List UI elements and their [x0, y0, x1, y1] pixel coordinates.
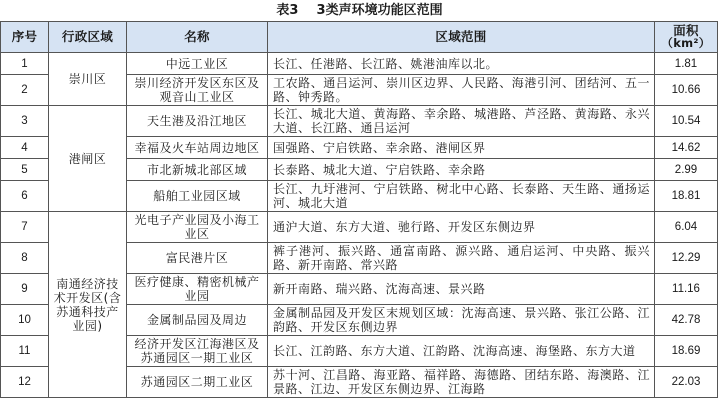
table-title: 表3 3类声环境功能区范围 [276, 3, 443, 18]
zone-area: 10.54 [655, 106, 717, 136]
zone-boundary: 长江、任港路、长江路、姚港油库以北。 [268, 53, 654, 74]
zone-area: 2.99 [655, 159, 717, 180]
zone-name: 船舶工业园区域 [127, 181, 267, 211]
row-number: 10 [1, 305, 48, 335]
district-cell: 南通经济技术开发区(含苏通科技产业园) [49, 212, 126, 397]
header-name: 名称 [127, 22, 267, 52]
zone-name: 市北新城北部区域 [127, 159, 267, 180]
zone-boundary: 长江、九圩港河、宁启铁路、树北中心路、长泰路、天生路、通扬运河、城北大道 [268, 181, 654, 211]
row-number: 11 [1, 336, 48, 366]
zone-name: 崇川经济开发区东区及观音山工业区 [127, 75, 267, 105]
zone-boundary: 金属制品园及开发区末规划区域：沈海高速、景兴路、张江公路、江韵路、开发区东侧边界 [268, 305, 654, 335]
row-number: 12 [1, 367, 48, 397]
row-number: 1 [1, 53, 48, 74]
zone-name: 金属制品园及周边 [127, 305, 267, 335]
zone-area: 10.66 [655, 75, 717, 105]
header-boundary: 区域范围 [268, 22, 654, 52]
zone-area: 12.29 [655, 243, 717, 273]
row-number: 5 [1, 159, 48, 180]
zone-name: 中远工业区 [127, 53, 267, 74]
zone-name: 医疗健康、精密机械产业园 [127, 274, 267, 304]
zone-boundary: 长泰路、城北大道、宁启铁路、幸余路 [268, 159, 654, 180]
row-number: 3 [1, 106, 48, 136]
header-no: 序号 [1, 22, 48, 52]
zone-area: 11.16 [655, 274, 717, 304]
zone-boundary: 国强路、宁启铁路、幸余路、港闸区界 [268, 137, 654, 158]
zone-name: 光电子产业园及小海工业区 [127, 212, 267, 242]
zone-boundary: 通沪大道、东方大道、驰行路、开发区东侧边界 [268, 212, 654, 242]
zone-area: 6.04 [655, 212, 717, 242]
district-cell: 港闸区 [49, 106, 126, 211]
zone-area: 18.81 [655, 181, 717, 211]
row-number: 4 [1, 137, 48, 158]
row-number: 9 [1, 274, 48, 304]
zone-name: 苏通园区二期工业区 [127, 367, 267, 397]
zone-name: 幸福及火车站周边地区 [127, 137, 267, 158]
zone-area: 14.62 [655, 137, 717, 158]
district-cell: 崇川区 [49, 53, 126, 105]
zone-boundary: 新开南路、瑞兴路、沈海高速、景兴路 [268, 274, 654, 304]
header-area-unit: （km²） [661, 36, 711, 50]
zone-boundary: 苏十河、江昌路、海亚路、福祥路、海德路、团结东路、海澳路、江景路、江边、开发区东侧边界、江海路 [268, 367, 654, 397]
zone-boundary: 裤子港河、振兴路、通富南路、源兴路、通启运河、中央路、振兴路、新开南路、常兴路 [268, 243, 654, 273]
zone-area: 42.78 [655, 305, 717, 335]
row-number: 6 [1, 181, 48, 211]
row-number: 7 [1, 212, 48, 242]
zone-boundary: 长江、城北大道、黄海路、幸余路、城港路、芦泾路、黄海路、永兴大道、长江路、通吕运河 [268, 106, 654, 136]
zone-area: 18.69 [655, 336, 717, 366]
zone-boundary: 工农路、通吕运河、崇川区边界、人民路、海港引河、团结河、五一路、钟秀路。 [268, 75, 654, 105]
header-area-label: 面积 [673, 23, 699, 38]
row-number: 8 [1, 243, 48, 273]
row-number: 2 [1, 75, 48, 105]
zone-name: 经济开发区江海港区及苏通园区一期工业区 [127, 336, 267, 366]
zone-area: 1.81 [655, 53, 717, 74]
zone-table [0, 21, 718, 398]
header-area [655, 22, 717, 52]
zone-name: 富民港片区 [127, 243, 267, 273]
zone-boundary: 长江、江韵路、东方大道、江韵路、沈海高速、海堡路、东方大道 [268, 336, 654, 366]
zone-name: 天生港及沿江地区 [127, 106, 267, 136]
zone-area: 22.03 [655, 367, 717, 397]
header-district: 行政区域 [49, 22, 126, 52]
